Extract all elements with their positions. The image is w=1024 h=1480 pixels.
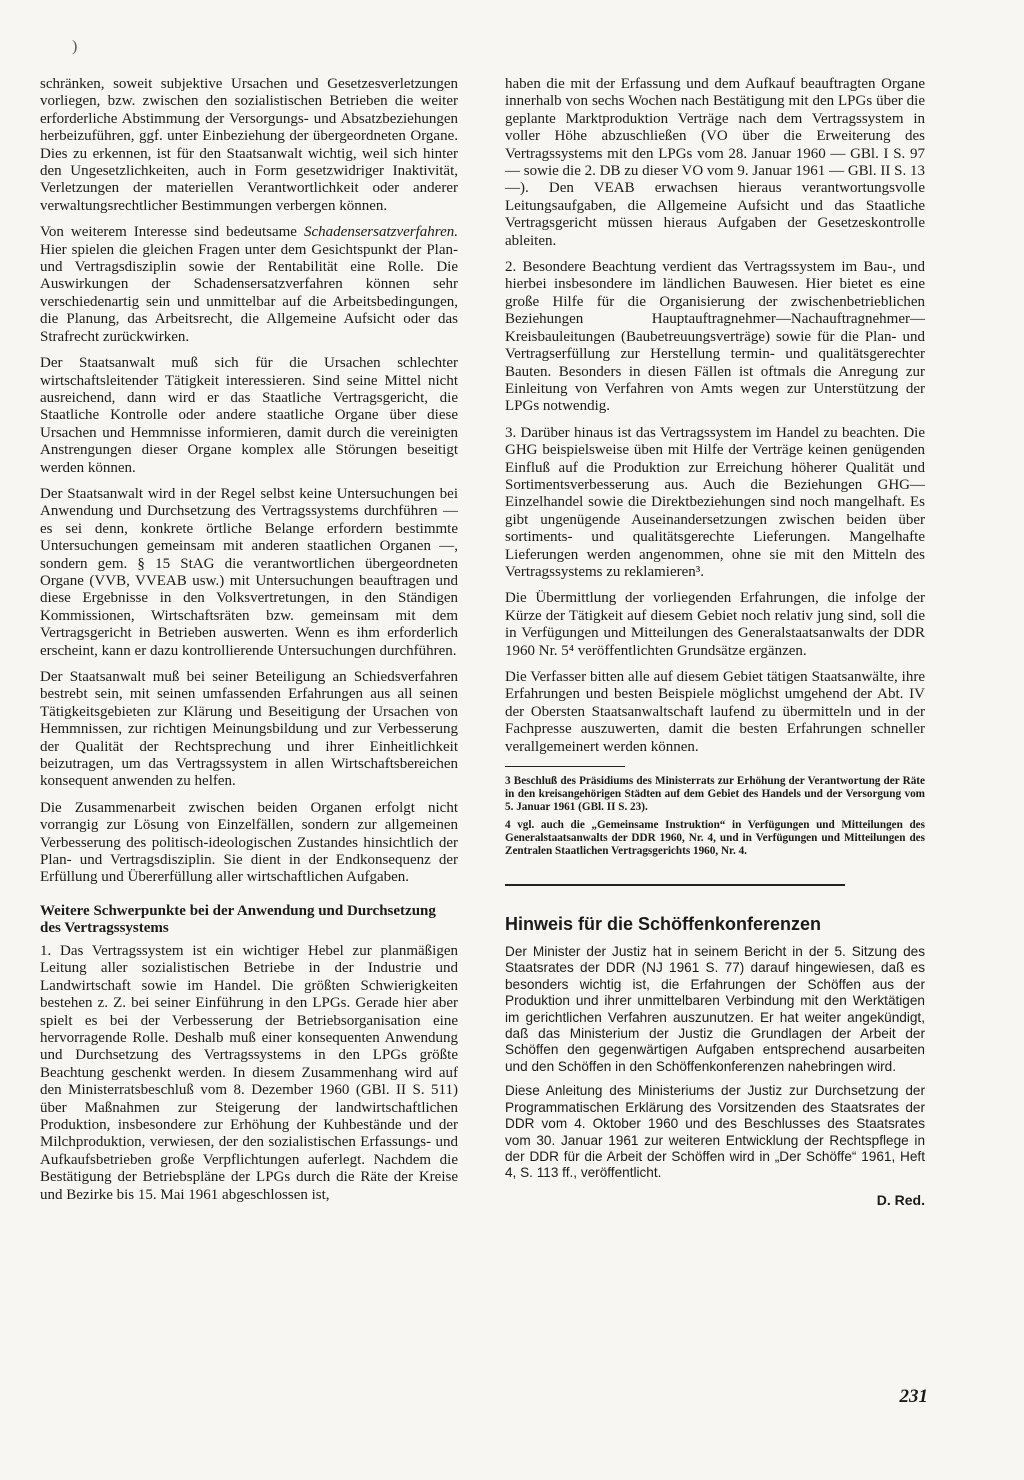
footnote-4: 4 vgl. auch die „Gemeinsame Instruktion“ in Verfügungen und Mitteilungen des Generalstaatsanwalts der DDR 1960, Nr. 4, und in Verfügungen und Mitteilungen des Zentralen Staatlichen Vertragsgerichts 1960, Nr. 4.: [505, 819, 925, 858]
page-number: 231: [899, 1386, 928, 1407]
paragraph: Die Verfasser bitten alle auf diesem Gebiet tätigen Staatsanwälte, ihre Erfahrungen und besten Beispiele möglichst umgehend der Abt. IV der Obersten Staatsanwaltschaft laufend zu übermitteln und in der Fachpresse auszuwerten, damit die besten Erfahrungen schneller verallgemeinert werden können.: [505, 669, 925, 755]
right-column: [505, 76, 925, 1209]
corner-mark: ): [72, 38, 78, 55]
notice-paragraph: Diese Anleitung des Ministeriums der Justiz zur Durchsetzung der Programmatischen Erklärung des Vorsitzenden des Staatsrates der DDR vom 4. Oktober 1960 und des Beschlusses des Staatsrates vom 30. Januar 1961 zur weiteren Entwicklung der Rechtspflege in der DDR für die Arbeit der Schöffen wird in „Der Schöffe“ 1961, Heft 4, S. 113 ff., veröffentlicht.: [505, 1083, 925, 1181]
section-heading: Weitere Schwerpunkte bei der Anwendung und Durchsetzung des Vertragssystems: [40, 902, 436, 936]
paragraph: 3. Darüber hinaus ist das Vertragssystem im Handel zu beachten. Die GHG beispielsweise üben mit Hilfe der Verträge keinen genügenden Einfluß auf die Produktion zur Erreichung höherer Qualität und Sortimentsverbesserung aus. Auch die Beziehungen GHG—Einzelhandel sowie die Direktbeziehungen sind noch mangelhaft. Es gibt ungenügende Auseinandersetzungen zwischen beiden über sortiments- und qualitätsgerechte Lieferungen. Mangelhafte Lieferungen werden angenommen, ohne sie mit den Mitteln des Vertragssystems zu reklamieren³.: [505, 424, 925, 580]
paragraph: schränken, soweit subjektive Ursachen und Gesetzesverletzungen vorliegen, bzw. zwischen den sozialistischen Betrieben die weiter erforderliche Abstimmung der Versorgungs- und Absatzbeziehungen herbeizuführen, ggf. unter Einbeziehung der übergeordneten Organe. Dies zu erkennen, ist für den Staatsanwalt wichtig, weil sich hinter den Ungesetzlichkeiten, auch in Form gesetzwidriger Inaktivität, Verletzungen der materiellen Verantwortlichkeit oder anderer verwaltungsrechtlicher Bestimmungen verbergen können.: [40, 76, 458, 214]
paragraph-text: Von weiterem Interesse sind bedeutsame: [40, 224, 304, 241]
emphasis-term: Schadensersatzverfahren.: [304, 224, 458, 241]
notice-title: Hinweis für die Schöffenkonferenzen: [505, 914, 822, 935]
section-divider: [505, 884, 845, 886]
paragraph: Der Staatsanwalt muß bei seiner Beteiligung an Schiedsverfahren bestrebt sein, mit seinen umfassenden Erfahrungen aus all seinen Tätigkeitsgebieten zur Klärung und Beseitigung der Ursachen von Hemmnissen, zur richtigen Meinungsbildung und zur Verbesserung der Qualität der Rechtsprechung und ihrer Einheitlichkeit beizutragen, um das Vertragssystem in allen Wirtschaftsbereichen konsequent anwenden zu helfen.: [40, 669, 458, 790]
notice-paragraph: Der Minister der Justiz hat in seinem Bericht in der 5. Sitzung des Staatsrates der DDR (NJ 1961 S. 77) darauf hingewiesen, daß es besonders wichtig ist, die Erfahrungen der Schöffen aus der Produktion und ihrer unmittelbaren Verbindung mit den Werktätigen im gerichtlichen Verfahren auszunutzen. Er hat weiter angekündigt, daß das Ministerium der Justiz die Grundlagen der Arbeit der Schöffen den gegenwärtigen Aufgaben entsprechend ausarbeiten und den Schöffen in den Schöffenkonferenzen nahebringen wird.: [505, 944, 925, 1074]
editor-signature: D. Red.: [876, 1191, 925, 1208]
paragraph: Der Staatsanwalt wird in der Regel selbst keine Untersuchungen bei Anwendung und Durchsetzung des Vertragssystems durchführen — es sei denn, konkrete örtliche Belange erfordern bestimmte Untersuchungen gemeinsam mit anderen staatlichen Organen —, sondern gem. § 15 StAG die verantwortlichen übergeordneten Organe (VVB, VVEAB usw.) mit Untersuchungen beauftragen und diese Ergebnisse in den Volksvertretungen, in den Ständigen Kommissionen, Wirtschaftsräten bzw. gemeinsam mit dem Vertragsgericht in Betrieben auswerten. Wenn es ihm erforderlich erscheint, kann er dazu kontrollierende Untersuchungen durchführen.: [40, 485, 458, 659]
paragraph: 1. Das Vertragssystem ist ein wichtiger Hebel zur planmäßigen Leitung aller sozialistischen Betriebe in der Industrie und Landwirtschaft sowie im Handel. Die größten Schwierigkeiten bestehen z. Z. bei seiner Einführung in den LPGs. Gerade hier aber spielt es bei der Verbesserung der Betriebsorganisation eine hervorragende Rolle. Deshalb muß einer konsequenten Anwendung und Durchsetzung des Vertragssystems in den LPGs größte Beachtung geschenkt werden. In diesem Zusammenhang wird auf den Ministerratsbeschluß vom 8. Dezember 1960 (GBl. II S. 511) über Maßnahmen zur Steigerung der landwirtschaftlichen Produktion, insbesondere zur Erhöhung der Kuhbestände und der Milchproduktion, verwiesen, der den sozialistischen Erfassungs- und Aufkaufsbetrieben große Verpflichtungen auferlegt. Nachdem die Bestätigung der Betriebspläne der LPGs durch die Räte der Kreise und Bezirke bis 15. Mai 1961 abgeschlossen ist,: [40, 942, 458, 1203]
left-column: [40, 76, 458, 1213]
paragraph: Der Staatsanwalt muß sich für die Ursachen schlechter wirtschaftsleitender Tätigkeit interessieren. Sind seine Mittel nicht ausreichend, dann wird er das Staatliche Vertragsgericht, die Staatliche Kontrolle oder andere staatliche Organe über diese Ursachen und Hemmnisse informieren, damit durch die vereinigten Anstrengungen dieser Organe komplex alle Störungen beseitigt werden können.: [40, 355, 458, 476]
paragraph-text: Hier spielen die gleichen Fragen unter dem Gesichtspunkt der Plan- und Vertragsdisziplin sowie der Rentabilität eine Rolle. Die Auswirkungen der Schadensersatzverfahren können sehr verschiedenartig sein und unmittelbar auf die Arbeitsbedingungen, die Planung, das Arbeitsrecht, die Allgemeine Aufsicht oder das Strafrecht zurückwirken.: [40, 241, 458, 345]
paragraph: 2. Besondere Beachtung verdient das Vertragssystem im Bau-, und hierbei insbesondere im ländlichen Bauwesen. Hier bietet es eine große Hilfe für die Organisierung der zwischenbetrieblichen Beziehungen Hauptauftragnehmer—Nachauftragnehmer—Kreisbauleitungen (Baubetreuungsverträge) sowie für die Plan- und Vertragserfüllung zur Herstellung termin- und qualitätsgerechter Bauten. Besonders in diesen Fällen ist oftmals die Anregung zur Einleitung von Verfahren von Amts wegen zur Unterstützung der LPGs notwendig.: [505, 259, 925, 415]
footnote-divider: [505, 766, 625, 767]
paragraph: Die Übermittlung der vorliegenden Erfahrungen, die infolge der Kürze der Tätigkeit auf diesem Gebiet noch relativ jung sind, soll die in Verfügungen und Mitteilungen des Generalstaatsanwalts der DDR 1960 Nr. 5⁴ veröffentlichten Grundsätze ergänzen.: [505, 590, 925, 659]
paragraph: [40, 224, 458, 346]
paragraph: Die Zusammenarbeit zwischen beiden Organen erfolgt nicht vorrangig zur Lösung von Einzelfällen, sondern zur allgemeinen Verbesserung des politisch-ideologischen Zustandes hinsichtlich der Plan- und Vertragsdisziplin. Sie dient in der Endkonsequenz der Erfüllung und Übererfüllung aller wirtschaftlichen Aufgaben.: [40, 799, 458, 886]
paragraph: haben die mit der Erfassung und dem Aufkauf beauftragten Organe innerhalb von sechs Wochen nach Bestätigung mit den LPGs über die geplante Marktproduktion Verträge nach dem Vertragssystem in voller Höhe abzuschließen (VO über die Erweiterung des Vertragssystems mit den LPGs vom 28. Januar 1960 — GBl. I S. 97 — sowie die 2. DB zu dieser VO vom 9. Januar 1961 — GBl. II S. 13 —). Den VEAB erwachsen hieraus verantwortungsvolle Leitungsaufgaben, die Allgemeine Aufsicht und das Staatliche Vertragsgericht müssen hieraus Aufgaben der Gesetzeskontrolle ableiten.: [505, 76, 925, 249]
footnote-3: 3 Beschluß des Präsidiums des Ministerrats zur Erhöhung der Verantwortung der Räte in den kreisangehörigen Städten auf dem Gebiet des Handels und der Versorgung vom 5. Januar 1961 (GBl. II S. 23).: [505, 775, 925, 814]
